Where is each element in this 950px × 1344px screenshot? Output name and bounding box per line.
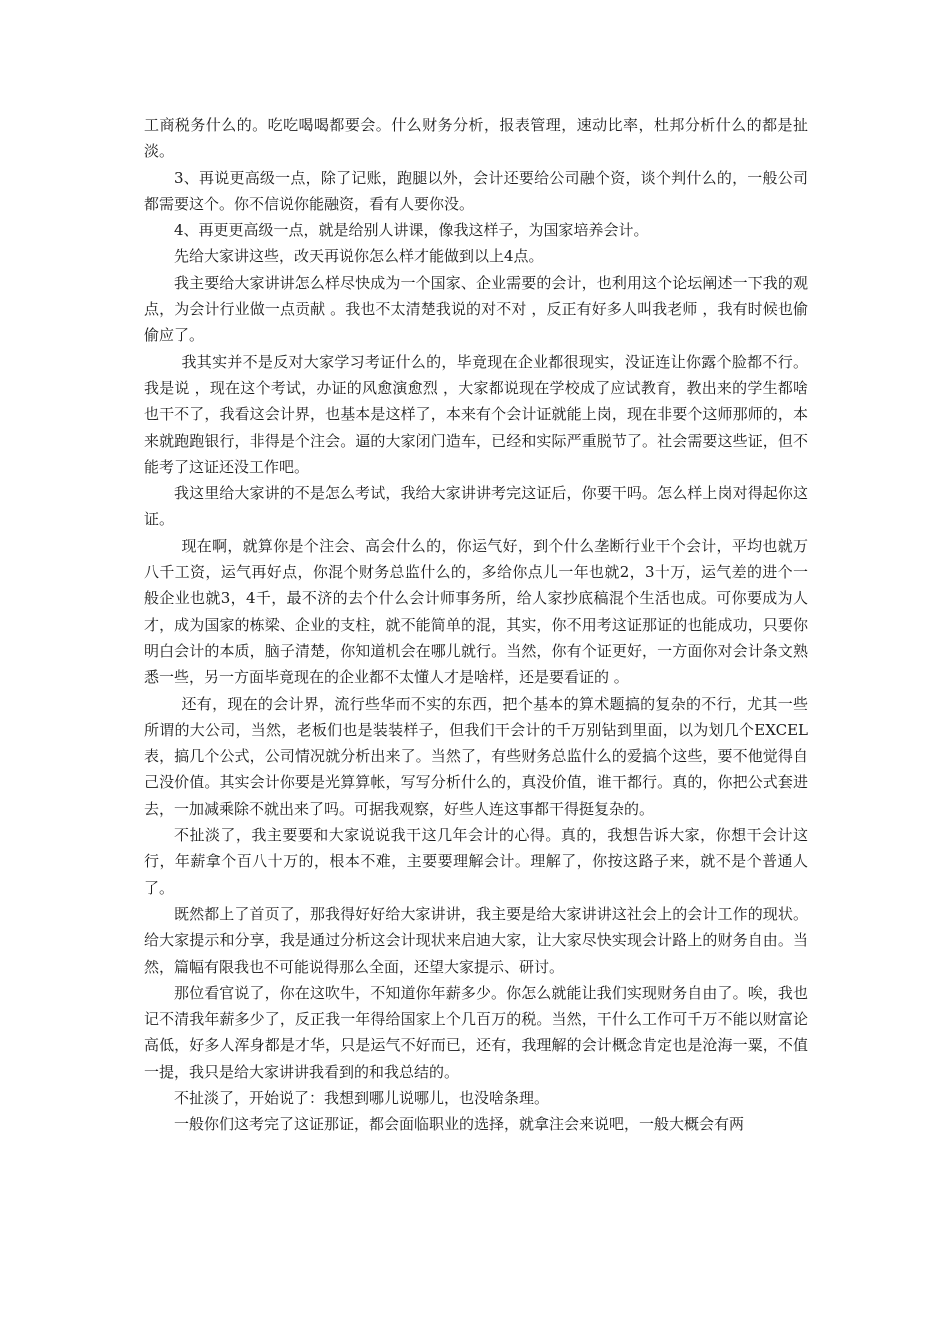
paragraph: 3、再说更高级一点，除了记账，跑腿以外，会计还要给公司融个资，谈个判什么的，一般公司都需要这个。你不信说你能融资，看有人要你没。 — [144, 168, 808, 213]
paragraph: 那位看官说了，你在这吹牛，不知道你年薪多少。你怎么就能让我们实现财务自由了。唉，我也记不清我年薪多少了，反正我一年得给国家上个几百万的税。当然，干什么工作可千万不能以财富论高低，好多人浑身都是才华，只是运气不好而已，还有，我理解的会计概念肯定也是沧海一粟，不值一提，我只是给大家讲讲我看到的和我总结的。 — [144, 983, 808, 1081]
paragraph: 还有，现在的会计界，流行些华而不实的东西，把个基本的算术题搞的复杂的不行，尤其一些所谓的大公司，当然，老板们也是装装样子，但我们干会计的千万别钻到里面，以为划几个EXCEL表，搞几个公式，公司情况就分析出来了。当然了，有些财务总监什么的爱搞个这些，要不他觉得自己没价值。其实会计你要是光算算帐，写写分析什么的，真没价值，谁干都行。真的，你把公式套进去，一加减乘除不就出来了吗。可据我观察，好些人连这事都干得挺复杂的。 — [144, 694, 808, 818]
paragraph: 我其实并不是反对大家学习考证什么的，毕竟现在企业都很现实，没证连让你露个脸都不行。我是说 ，现在这个考试，办证的风愈演愈烈 ，大家都说现在学校成了应试教育，教出来的学生都啥也干不了，我看这会计界，也基本是这样了，本来有个会计证就能上岗，现在非要个这师那师的，本来就跑跑银行，非得是个注会。逼的大家闭门造车，已经和实际严重脱节了。社会需要这些证，但不能考了这证还没工作吧。 — [144, 352, 808, 476]
paragraph: 现在啊，就算你是个注会、高会什么的，你运气好，到个什么垄断行业干个会计，平均也就万八千工资，运气再好点，你混个财务总监什么的，多给你点儿一年也就2，3十万，运气差的进个一般企业也就3，4千，最不济的去个什么会计师事务所，给人家抄底稿混个生活也成。可你要成为人才，成为国家的栋梁、企业的支柱，就不能简单的混，其实，你不用考这证那证的也能成功，只要你明白会计的本质，脑子清楚，你知道机会在哪儿就行。当然，你有个证更好，一方面你对会计条文熟悉一些，另一方面毕竟现在的企业都不太懂人才是啥样，还是要看证的 。 — [144, 536, 808, 687]
paragraph: 不扯淡了，开始说了：我想到哪儿说哪儿，也没啥条理。 — [174, 1088, 550, 1107]
paragraph: 工商税务什么的。吃吃喝喝都要会。什么财务分析，报表管理，速动比率，杜邦分析什么的都是扯淡。 — [144, 116, 808, 161]
paragraph: 一般你们这考完了这证那证，都会面临职业的选择，就拿注会来说吧，一般大概会有两 — [174, 1115, 745, 1134]
document-body — [144, 112, 808, 1138]
paragraph: 既然都上了首页了，那我得好好给大家讲讲，我主要是给大家讲讲这社会上的会计工作的现状。给大家提示和分享，我是通过分析这会计现状来启迪大家，让大家尽快实现会计路上的财务自由。当然，篇幅有限我也不可能说得那么全面，还望大家提示、研讨。 — [144, 904, 808, 976]
paragraph: 先给大家讲这些，改天再说你怎么样才能做到以上4点。 — [174, 247, 544, 266]
paragraph: 我这里给大家讲的不是怎么考试，我给大家讲讲考完这证后，你要干吗。怎么样上岗对得起你这证。 — [144, 484, 808, 529]
paragraph: 我主要给大家讲讲怎么样尽快成为一个国家、企业需要的会计，也利用这个论坛阐述一下我的观点，为会计行业做一点贡献 。我也不太清楚我说的对不对 ，反正有好多人叫我老师 ，我有时候也偷偷应了。 — [144, 273, 808, 345]
paragraph: 4、再更更高级一点，就是给别人讲课，像我这样子，为国家培养会计。 — [174, 221, 649, 240]
paragraph: 不扯淡了，我主要要和大家说说我干这几年会计的心得。真的，我想告诉大家，你想干会计这行，年薪拿个百八十万的，根本不难，主要要理解会计。理解了，你按这路子来，就不是个普通人了。 — [144, 826, 808, 897]
